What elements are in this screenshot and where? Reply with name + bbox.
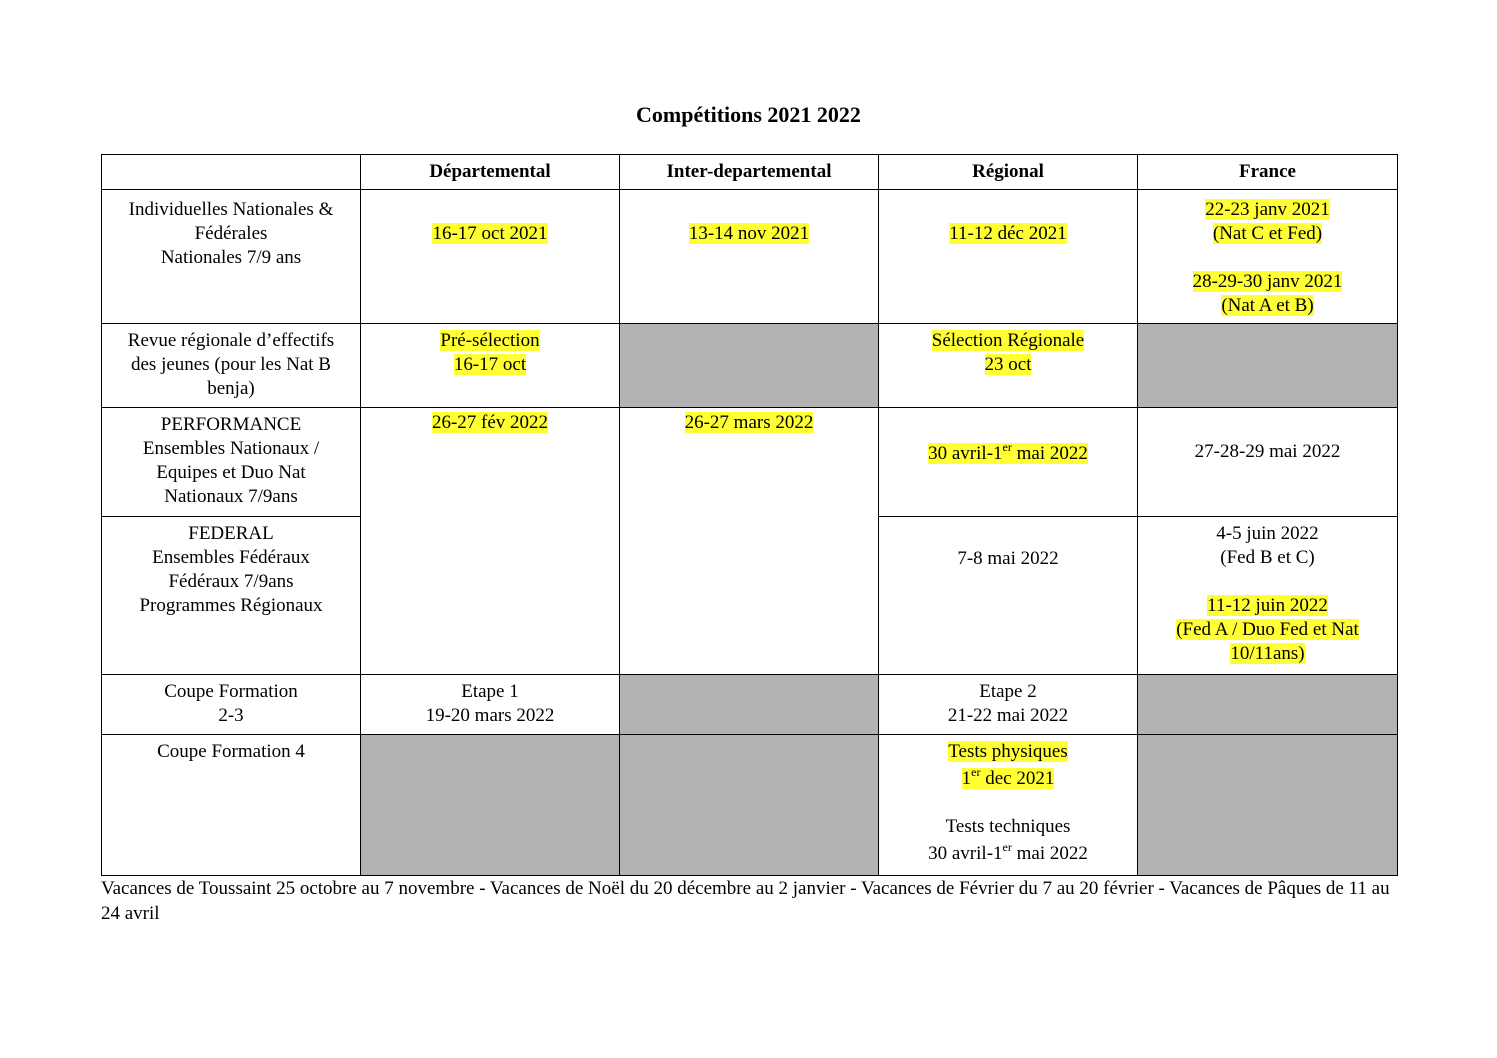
row-label: PERFORMANCE Ensembles Nationaux / Equipes et Duo Nat Nationaux 7/9ans xyxy=(102,408,361,517)
row-revue-regionale xyxy=(102,324,1398,408)
cell-france-shaded xyxy=(1138,675,1398,735)
cell-departemental: Pré-sélection 16-17 oct xyxy=(361,324,620,408)
row-label: Coupe Formation 4 xyxy=(102,735,361,876)
cell-france-shaded xyxy=(1138,324,1398,408)
holidays-note: Vacances de Toussaint 25 octobre au 7 novembre - Vacances de Noël du 20 décembre au 2 janvier - Vacances de Février du 7 au 20 février - Vacances de Pâques de 11 au 24 avril xyxy=(101,878,1390,924)
row-label: Coupe Formation 2-3 xyxy=(102,675,361,735)
row-label: Revue régionale d’effectifs des jeunes (pour les Nat B benja) xyxy=(102,324,361,408)
cell-departemental: 16-17 oct 2021 xyxy=(361,190,620,324)
row-label: FEDERAL Ensembles Fédéraux Fédéraux 7/9ans Programmes Régionaux xyxy=(102,517,361,675)
header-regional: Régional xyxy=(879,155,1138,190)
cell-departemental-shared: 26-27 fév 2022 xyxy=(361,408,620,675)
cell-regional: Sélection Régionale 23 oct xyxy=(879,324,1138,408)
competition-schedule-table xyxy=(101,154,1398,876)
cell-departemental-shaded xyxy=(361,735,620,876)
header-france: France xyxy=(1138,155,1398,190)
cell-regional: 7-8 mai 2022 xyxy=(879,517,1138,675)
cell-france: 22-23 janv 2021 (Nat C et Fed) 28-29-30 janv 2021 (Nat A et B) xyxy=(1138,190,1398,324)
header-inter-departemental: Inter-departemental xyxy=(620,155,879,190)
cell-france-shaded xyxy=(1138,735,1398,876)
page-title: Compétitions 2021 2022 xyxy=(636,102,861,127)
cell-inter-departemental-shaded xyxy=(620,324,879,408)
cell-inter-departemental-shaded xyxy=(620,675,879,735)
cell-inter-departemental-shaded xyxy=(620,735,879,876)
row-performance xyxy=(102,408,1398,517)
header-row xyxy=(102,155,1398,190)
cell-regional: 30 avril-1er mai 2022 xyxy=(879,408,1138,517)
cell-regional: Etape 2 21-22 mai 2022 xyxy=(879,675,1138,735)
cell-departemental: Etape 1 19-20 mars 2022 xyxy=(361,675,620,735)
row-coupe-formation-4 xyxy=(102,735,1398,876)
row-coupe-formation-2-3 xyxy=(102,675,1398,735)
cell-france: 4-5 juin 2022 (Fed B et C) 11-12 juin 2022 (Fed A / Duo Fed et Nat 10/11ans) xyxy=(1138,517,1398,675)
cell-regional: 11-12 déc 2021 xyxy=(879,190,1138,324)
cell-inter-departemental-shared: 26-27 mars 2022 xyxy=(620,408,879,675)
row-individuelles xyxy=(102,190,1398,324)
row-label: Individuelles Nationales & Fédérales Nationales 7/9 ans xyxy=(102,190,361,324)
header-departemental: Départemental xyxy=(361,155,620,190)
header-empty xyxy=(102,155,361,190)
cell-inter-departemental: 13-14 nov 2021 xyxy=(620,190,879,324)
cell-regional: Tests physiques 1er dec 2021 Tests techniques 30 avril-1er mai 2022 xyxy=(879,735,1138,876)
cell-france: 27-28-29 mai 2022 xyxy=(1138,408,1398,517)
